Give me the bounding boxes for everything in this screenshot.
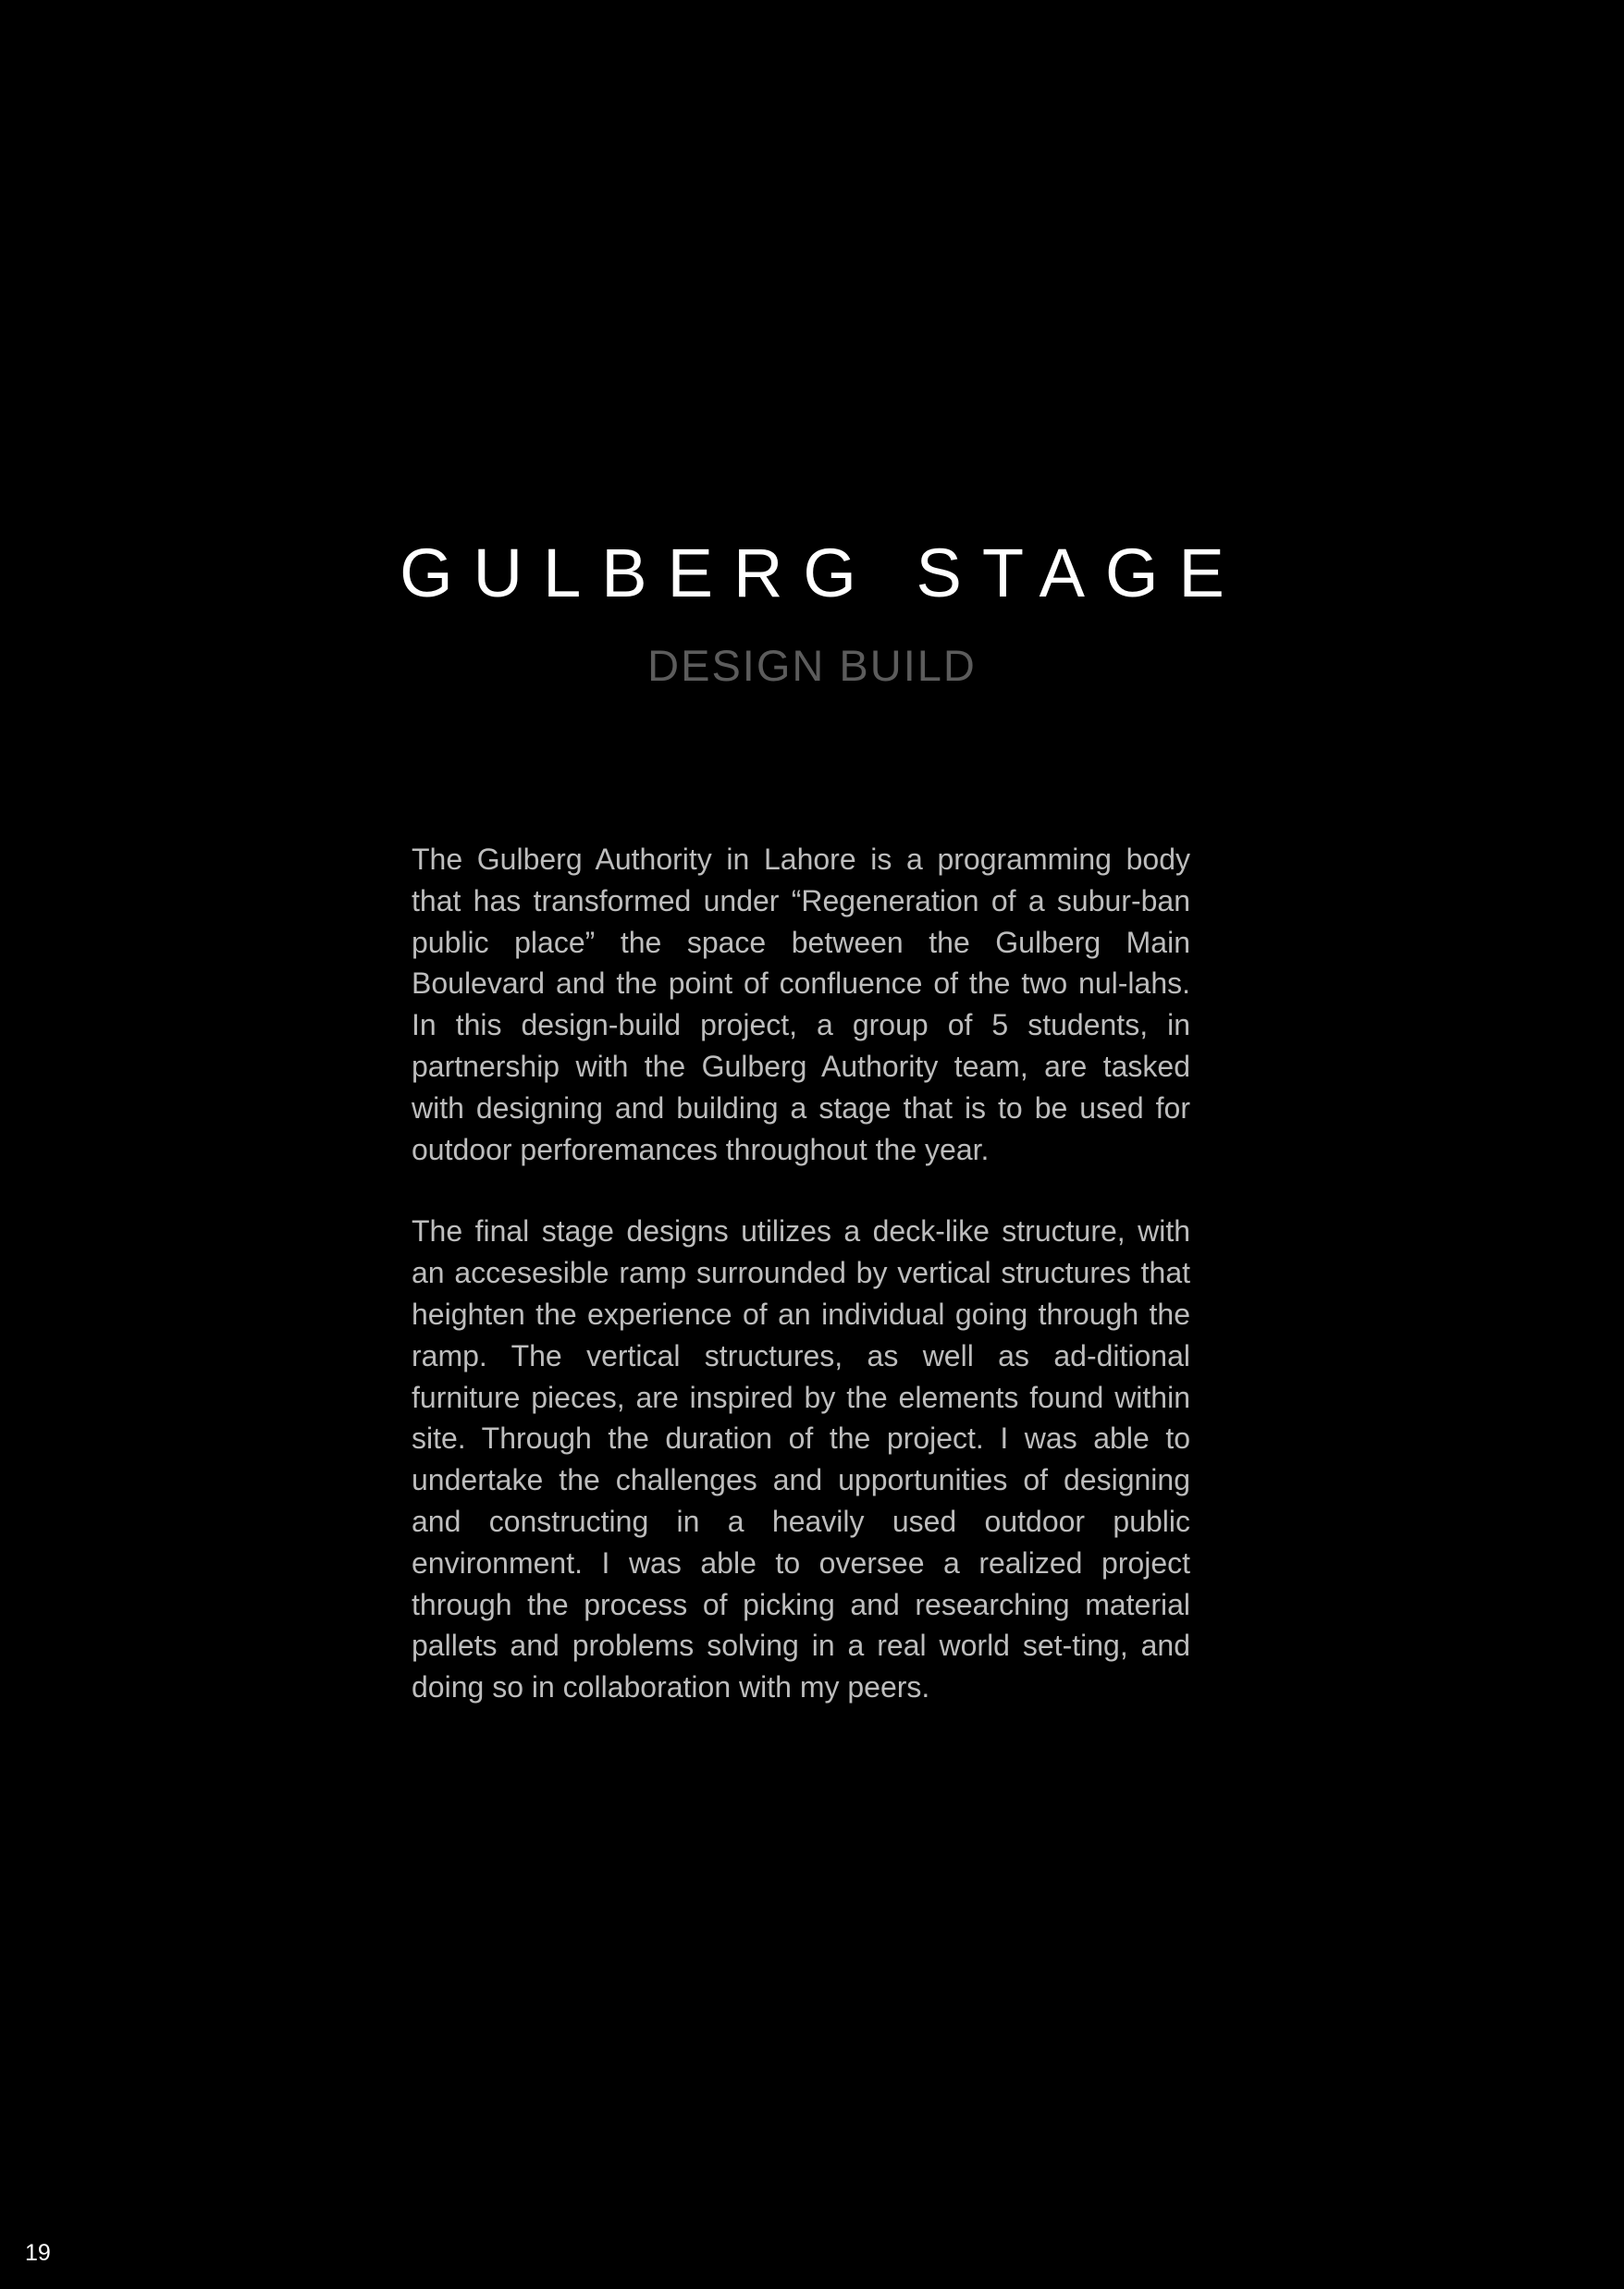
page-subtitle: DESIGN BUILD: [647, 641, 977, 690]
page-title: GULBERG STAGE: [400, 535, 1245, 611]
paragraph-design: The final stage designs utilizes a deck-like structure, with an accesesible ramp surrounded by vertical structures that heighten the experience of an individual going through the ramp. The vertical structures, as well as ad-ditional furniture pieces, are inspired by the elements found within site. Through the duration of the project. I was able to undertake the challenges and upportunities of designing and constructing in a heavily used outdoor public environment. I was able to oversee a realized project through the process of picking and researching material pallets and problems solving in a real world set-ting, and doing so in collaboration with my peers.: [412, 1214, 1190, 1704]
page-number: 19: [25, 2240, 51, 2266]
body-text: [412, 839, 1190, 1708]
paragraph-intro: The Gulberg Authority in Lahore is a programming body that has transformed under “Regeneration of a subur-ban public place” the space between the Gulberg Main Boulevard and the point of confluence of the two nul-lahs. In this design-build project, a group of 5 students, in partnership with the Gulberg Authority team, are tasked with designing and building a stage that is to be used for outdoor perforemances throughout the year.: [412, 843, 1190, 1166]
